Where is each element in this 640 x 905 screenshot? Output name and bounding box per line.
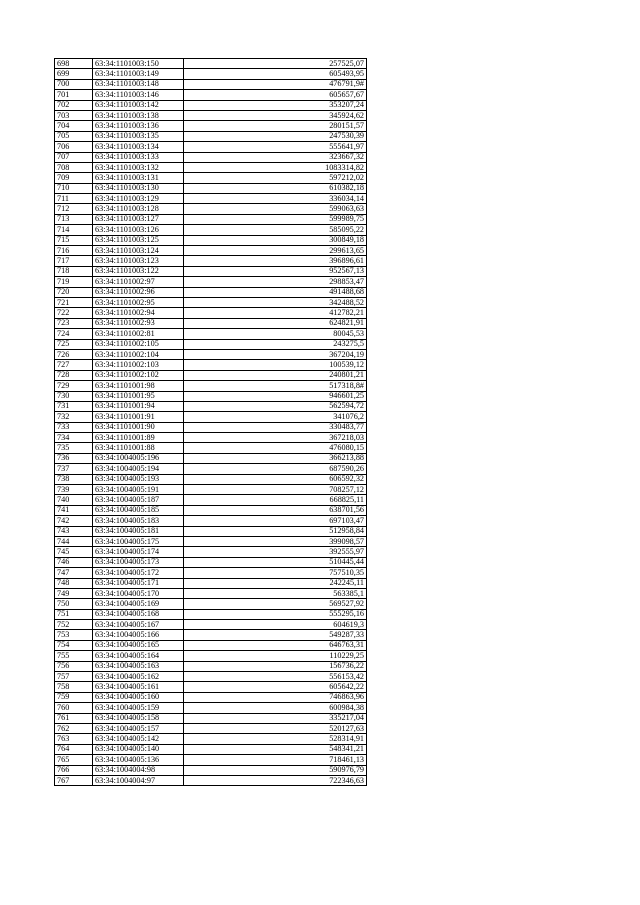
table-row — [55, 640, 367, 650]
value-cell: 624821,91 — [184, 318, 367, 328]
value-cell: 708257,12 — [184, 485, 367, 495]
row-number-cell: 725 — [55, 339, 93, 349]
cadastral-number-cell: 63:34:1004005:142 — [93, 734, 184, 744]
cadastral-number-cell: 63:34:1004005:171 — [93, 578, 184, 588]
table-row — [55, 204, 367, 214]
value-cell: 367218,03 — [184, 433, 367, 443]
cadastral-number-cell: 63:34:1004005:172 — [93, 568, 184, 578]
table-row — [55, 568, 367, 578]
value-cell: 240801,21 — [184, 370, 367, 380]
cadastral-number-cell: 63:34:1004005:185 — [93, 505, 184, 515]
value-cell: 517318,8# — [184, 381, 367, 391]
row-number-cell: 752 — [55, 620, 93, 630]
value-cell: 510445,44 — [184, 557, 367, 567]
cadastral-number-cell: 63:34:1004005:181 — [93, 526, 184, 536]
row-number-cell: 759 — [55, 692, 93, 702]
cadastral-number-cell: 63:34:1101002:95 — [93, 297, 184, 307]
value-cell: 569527,92 — [184, 599, 367, 609]
row-number-cell: 704 — [55, 121, 93, 131]
cadastral-number-cell: 63:34:1101003:131 — [93, 173, 184, 183]
value-cell: 341076,2 — [184, 412, 367, 422]
value-cell: 476791,9# — [184, 79, 367, 89]
cadastral-number-cell: 63:34:1101002:93 — [93, 318, 184, 328]
row-number-cell: 766 — [55, 765, 93, 775]
cadastral-number-cell: 63:34:1101003:122 — [93, 266, 184, 276]
value-cell: 562594,72 — [184, 401, 367, 411]
cadastral-number-cell: 63:34:1004005:193 — [93, 474, 184, 484]
value-cell: 597212,02 — [184, 173, 367, 183]
row-number-cell: 756 — [55, 661, 93, 671]
value-cell: 353207,24 — [184, 100, 367, 110]
cadastral-number-cell: 63:34:1101001:98 — [93, 381, 184, 391]
value-cell: 335217,04 — [184, 713, 367, 723]
cadastral-number-cell: 63:34:1101002:105 — [93, 339, 184, 349]
cadastral-number-cell: 63:34:1004005:175 — [93, 536, 184, 546]
table-row — [55, 266, 367, 276]
row-number-cell: 729 — [55, 381, 93, 391]
value-cell: 476080,15 — [184, 443, 367, 453]
row-number-cell: 699 — [55, 69, 93, 79]
cadastral-number-cell: 63:34:1004005:187 — [93, 495, 184, 505]
row-number-cell: 719 — [55, 277, 93, 287]
table-row — [55, 90, 367, 100]
row-number-cell: 750 — [55, 599, 93, 609]
value-cell: 300849,18 — [184, 235, 367, 245]
cadastral-number-cell: 63:34:1004004:98 — [93, 765, 184, 775]
cadastral-number-cell: 63:34:1004005:170 — [93, 588, 184, 598]
row-number-cell: 746 — [55, 557, 93, 567]
row-number-cell: 720 — [55, 287, 93, 297]
row-number-cell: 721 — [55, 297, 93, 307]
table-row — [55, 505, 367, 515]
cadastral-number-cell: 63:34:1101002:103 — [93, 360, 184, 370]
table-row — [55, 526, 367, 536]
table-row — [55, 246, 367, 256]
cadastral-number-cell: 63:34:1101001:89 — [93, 433, 184, 443]
value-cell: 757510,35 — [184, 568, 367, 578]
table-row — [55, 724, 367, 734]
table-row — [55, 391, 367, 401]
table-row — [55, 287, 367, 297]
row-number-cell: 714 — [55, 225, 93, 235]
value-cell: 687590,26 — [184, 464, 367, 474]
value-cell: 599989,75 — [184, 214, 367, 224]
row-number-cell: 742 — [55, 516, 93, 526]
row-number-cell: 762 — [55, 724, 93, 734]
value-cell: 1083314,82 — [184, 162, 367, 172]
cadastral-number-cell: 63:34:1004005:157 — [93, 724, 184, 734]
cadastral-number-cell: 63:34:1101003:138 — [93, 110, 184, 120]
table-row — [55, 225, 367, 235]
row-number-cell: 707 — [55, 152, 93, 162]
value-cell: 606592,32 — [184, 474, 367, 484]
value-cell: 746863,96 — [184, 692, 367, 702]
row-number-cell: 702 — [55, 100, 93, 110]
cadastral-number-cell: 63:34:1101003:126 — [93, 225, 184, 235]
row-number-cell: 717 — [55, 256, 93, 266]
cadastral-number-cell: 63:34:1101003:136 — [93, 121, 184, 131]
row-number-cell: 753 — [55, 630, 93, 640]
row-number-cell: 705 — [55, 131, 93, 141]
value-cell: 412782,21 — [184, 308, 367, 318]
table-row — [55, 59, 367, 69]
cadastral-number-cell: 63:34:1101002:96 — [93, 287, 184, 297]
row-number-cell: 767 — [55, 775, 93, 785]
table-row — [55, 485, 367, 495]
row-number-cell: 722 — [55, 308, 93, 318]
table-row — [55, 765, 367, 775]
cadastral-number-cell: 63:34:1004005:174 — [93, 547, 184, 557]
cadastral-number-cell: 63:34:1004005:167 — [93, 620, 184, 630]
value-cell: 257525,07 — [184, 59, 367, 69]
cadastral-number-cell: 63:34:1004005:173 — [93, 557, 184, 567]
value-cell: 156736,22 — [184, 661, 367, 671]
table-row — [55, 620, 367, 630]
value-cell: 366213,88 — [184, 453, 367, 463]
row-number-cell: 754 — [55, 640, 93, 650]
cadastral-number-cell: 63:34:1101002:81 — [93, 329, 184, 339]
table-row — [55, 682, 367, 692]
value-cell: 646763,31 — [184, 640, 367, 650]
table-row — [55, 381, 367, 391]
cadastral-number-cell: 63:34:1004005:164 — [93, 651, 184, 661]
cadastral-number-cell: 63:34:1101003:142 — [93, 100, 184, 110]
cadastral-number-cell: 63:34:1101003:125 — [93, 235, 184, 245]
value-cell: 80045,53 — [184, 329, 367, 339]
value-cell: 392555,97 — [184, 547, 367, 557]
row-number-cell: 760 — [55, 703, 93, 713]
table-row — [55, 453, 367, 463]
table-row — [55, 256, 367, 266]
cadastral-number-cell: 63:34:1101003:135 — [93, 131, 184, 141]
cadastral-number-cell: 63:34:1004005:166 — [93, 630, 184, 640]
value-cell: 604619,3 — [184, 620, 367, 630]
value-cell: 556153,42 — [184, 672, 367, 682]
row-number-cell: 734 — [55, 433, 93, 443]
value-cell: 110229,25 — [184, 651, 367, 661]
value-cell: 610382,18 — [184, 183, 367, 193]
value-cell: 299613,65 — [184, 246, 367, 256]
table-row — [55, 152, 367, 162]
row-number-cell: 728 — [55, 370, 93, 380]
table-row — [55, 609, 367, 619]
value-cell: 399098,57 — [184, 536, 367, 546]
row-number-cell: 741 — [55, 505, 93, 515]
table-row — [55, 401, 367, 411]
row-number-cell: 738 — [55, 474, 93, 484]
cadastral-number-cell: 63:34:1101001:91 — [93, 412, 184, 422]
row-number-cell: 701 — [55, 90, 93, 100]
value-cell: 242245,11 — [184, 578, 367, 588]
row-number-cell: 755 — [55, 651, 93, 661]
table-row — [55, 661, 367, 671]
cadastral-number-cell: 63:34:1004005:136 — [93, 755, 184, 765]
table-row — [55, 557, 367, 567]
table-row — [55, 214, 367, 224]
cadastral-number-cell: 63:34:1004005:161 — [93, 682, 184, 692]
row-number-cell: 733 — [55, 422, 93, 432]
table-row — [55, 630, 367, 640]
table-row — [55, 183, 367, 193]
table-row — [55, 339, 367, 349]
value-cell: 298853,47 — [184, 277, 367, 287]
table-row — [55, 329, 367, 339]
cadastral-number-cell: 63:34:1101003:129 — [93, 194, 184, 204]
value-cell: 697103,47 — [184, 516, 367, 526]
value-cell: 605493,95 — [184, 69, 367, 79]
table-row — [55, 422, 367, 432]
value-cell: 100539,12 — [184, 360, 367, 370]
value-cell: 946601,25 — [184, 391, 367, 401]
table-row — [55, 277, 367, 287]
row-number-cell: 748 — [55, 578, 93, 588]
row-number-cell: 703 — [55, 110, 93, 120]
table-row — [55, 131, 367, 141]
table-row — [55, 360, 367, 370]
value-cell: 336034,14 — [184, 194, 367, 204]
table-row — [55, 536, 367, 546]
cadastral-number-cell: 63:34:1004005:169 — [93, 599, 184, 609]
table-row — [55, 79, 367, 89]
row-number-cell: 713 — [55, 214, 93, 224]
cadastral-value-table — [54, 58, 367, 786]
table-row — [55, 370, 367, 380]
row-number-cell: 739 — [55, 485, 93, 495]
value-cell: 668825,11 — [184, 495, 367, 505]
table-row — [55, 121, 367, 131]
row-number-cell: 709 — [55, 173, 93, 183]
table-row — [55, 412, 367, 422]
cadastral-number-cell: 63:34:1004005:163 — [93, 661, 184, 671]
row-number-cell: 736 — [55, 453, 93, 463]
row-number-cell: 740 — [55, 495, 93, 505]
table-row — [55, 713, 367, 723]
value-cell: 330483,77 — [184, 422, 367, 432]
row-number-cell: 730 — [55, 391, 93, 401]
table-row — [55, 318, 367, 328]
value-cell: 555641,97 — [184, 142, 367, 152]
cadastral-number-cell: 63:34:1101002:97 — [93, 277, 184, 287]
row-number-cell: 715 — [55, 235, 93, 245]
cadastral-number-cell: 63:34:1004005:194 — [93, 464, 184, 474]
row-number-cell: 718 — [55, 266, 93, 276]
row-number-cell: 743 — [55, 526, 93, 536]
cadastral-number-cell: 63:34:1101003:134 — [93, 142, 184, 152]
row-number-cell: 737 — [55, 464, 93, 474]
row-number-cell: 763 — [55, 734, 93, 744]
row-number-cell: 732 — [55, 412, 93, 422]
table-row — [55, 162, 367, 172]
row-number-cell: 723 — [55, 318, 93, 328]
value-cell: 585095,22 — [184, 225, 367, 235]
table-row — [55, 599, 367, 609]
row-number-cell: 745 — [55, 547, 93, 557]
row-number-cell: 710 — [55, 183, 93, 193]
row-number-cell: 724 — [55, 329, 93, 339]
value-cell: 600984,38 — [184, 703, 367, 713]
cadastral-number-cell: 63:34:1101002:104 — [93, 349, 184, 359]
value-cell: 243275,5 — [184, 339, 367, 349]
table-row — [55, 194, 367, 204]
cadastral-number-cell: 63:34:1101003:123 — [93, 256, 184, 266]
table-row — [55, 142, 367, 152]
cadastral-number-cell: 63:34:1004005:165 — [93, 640, 184, 650]
table-row — [55, 235, 367, 245]
cadastral-number-cell: 63:34:1004005:158 — [93, 713, 184, 723]
table-row — [55, 308, 367, 318]
row-number-cell: 700 — [55, 79, 93, 89]
table-row — [55, 547, 367, 557]
row-number-cell: 764 — [55, 744, 93, 754]
value-cell: 345924,62 — [184, 110, 367, 120]
row-number-cell: 726 — [55, 349, 93, 359]
value-cell: 605657,67 — [184, 90, 367, 100]
cadastral-number-cell: 63:34:1101003:146 — [93, 90, 184, 100]
value-cell: 555295,16 — [184, 609, 367, 619]
cadastral-number-cell: 63:34:1004004:97 — [93, 775, 184, 785]
row-number-cell: 747 — [55, 568, 93, 578]
table-row — [55, 734, 367, 744]
table-row — [55, 474, 367, 484]
cadastral-number-cell: 63:34:1004005:196 — [93, 453, 184, 463]
row-number-cell: 698 — [55, 59, 93, 69]
cadastral-number-cell: 63:34:1101003:148 — [93, 79, 184, 89]
cadastral-number-cell: 63:34:1101003:130 — [93, 183, 184, 193]
table-row — [55, 69, 367, 79]
cadastral-number-cell: 63:34:1004005:183 — [93, 516, 184, 526]
cadastral-number-cell: 63:34:1004005:159 — [93, 703, 184, 713]
row-number-cell: 749 — [55, 588, 93, 598]
cadastral-number-cell: 63:34:1004005:140 — [93, 744, 184, 754]
cadastral-number-cell: 63:34:1004005:162 — [93, 672, 184, 682]
value-cell: 367204,19 — [184, 349, 367, 359]
cadastral-number-cell: 63:34:1101001:88 — [93, 443, 184, 453]
cadastral-number-cell: 63:34:1101003:127 — [93, 214, 184, 224]
cadastral-number-cell: 63:34:1101003:133 — [93, 152, 184, 162]
table-row — [55, 588, 367, 598]
cadastral-number-cell: 63:34:1101003:124 — [93, 246, 184, 256]
value-cell: 549287,33 — [184, 630, 367, 640]
value-cell: 247530,39 — [184, 131, 367, 141]
value-cell: 638701,56 — [184, 505, 367, 515]
cadastral-number-cell: 63:34:1004005:160 — [93, 692, 184, 702]
row-number-cell: 727 — [55, 360, 93, 370]
row-number-cell: 751 — [55, 609, 93, 619]
table-row — [55, 297, 367, 307]
value-cell: 342488,52 — [184, 297, 367, 307]
table-row — [55, 349, 367, 359]
value-cell: 280151,57 — [184, 121, 367, 131]
table-row — [55, 464, 367, 474]
value-cell: 491488,68 — [184, 287, 367, 297]
value-cell: 722346,63 — [184, 775, 367, 785]
value-cell: 718461,13 — [184, 755, 367, 765]
table-body — [55, 59, 367, 786]
value-cell: 952567,13 — [184, 266, 367, 276]
row-number-cell: 708 — [55, 162, 93, 172]
value-cell: 563385,1 — [184, 588, 367, 598]
row-number-cell: 735 — [55, 443, 93, 453]
cadastral-number-cell: 63:34:1004005:191 — [93, 485, 184, 495]
table-row — [55, 692, 367, 702]
cadastral-number-cell: 63:34:1101001:95 — [93, 391, 184, 401]
table-row — [55, 110, 367, 120]
table-row — [55, 433, 367, 443]
value-cell: 396896,61 — [184, 256, 367, 266]
cadastral-number-cell: 63:34:1004005:168 — [93, 609, 184, 619]
row-number-cell: 765 — [55, 755, 93, 765]
row-number-cell: 731 — [55, 401, 93, 411]
table-row — [55, 775, 367, 785]
value-cell: 323667,32 — [184, 152, 367, 162]
table-row — [55, 703, 367, 713]
value-cell: 599063,63 — [184, 204, 367, 214]
row-number-cell: 757 — [55, 672, 93, 682]
cadastral-number-cell: 63:34:1101003:150 — [93, 59, 184, 69]
table-row — [55, 516, 367, 526]
table-row — [55, 672, 367, 682]
value-cell: 590976,79 — [184, 765, 367, 775]
table-row — [55, 100, 367, 110]
table-row — [55, 578, 367, 588]
row-number-cell: 711 — [55, 194, 93, 204]
cadastral-number-cell: 63:34:1101002:94 — [93, 308, 184, 318]
cadastral-number-cell: 63:34:1101001:90 — [93, 422, 184, 432]
value-cell: 528314,91 — [184, 734, 367, 744]
table-row — [55, 744, 367, 754]
value-cell: 605642,22 — [184, 682, 367, 692]
value-cell: 520127,63 — [184, 724, 367, 734]
table-row — [55, 443, 367, 453]
row-number-cell: 706 — [55, 142, 93, 152]
table-row — [55, 173, 367, 183]
value-cell: 512958,84 — [184, 526, 367, 536]
row-number-cell: 744 — [55, 536, 93, 546]
cadastral-number-cell: 63:34:1101003:132 — [93, 162, 184, 172]
table-row — [55, 755, 367, 765]
row-number-cell: 716 — [55, 246, 93, 256]
row-number-cell: 712 — [55, 204, 93, 214]
value-cell: 548341,21 — [184, 744, 367, 754]
cadastral-number-cell: 63:34:1101001:94 — [93, 401, 184, 411]
cadastral-number-cell: 63:34:1101003:149 — [93, 69, 184, 79]
cadastral-number-cell: 63:34:1101002:102 — [93, 370, 184, 380]
row-number-cell: 758 — [55, 682, 93, 692]
cadastral-number-cell: 63:34:1101003:128 — [93, 204, 184, 214]
table-row — [55, 651, 367, 661]
table-row — [55, 495, 367, 505]
row-number-cell: 761 — [55, 713, 93, 723]
